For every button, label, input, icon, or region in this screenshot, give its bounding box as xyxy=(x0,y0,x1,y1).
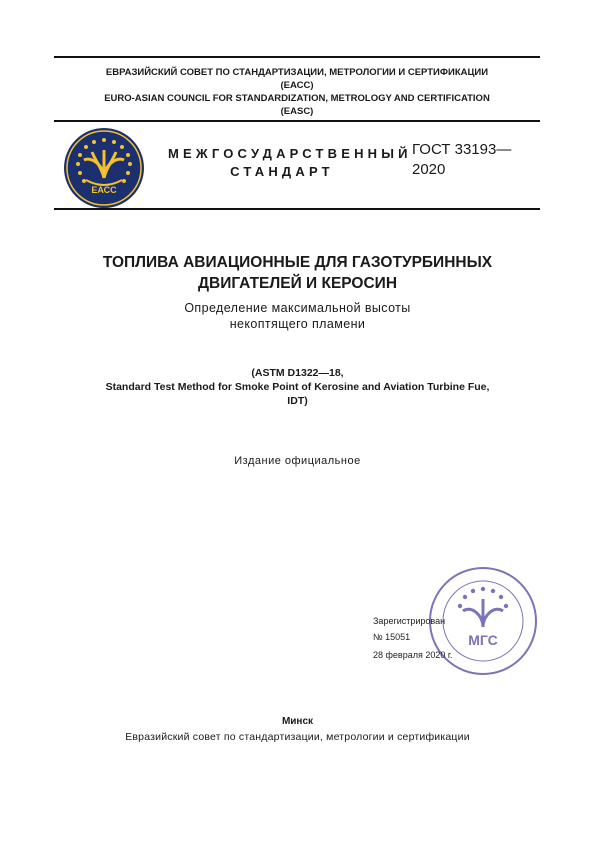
registration-number: № 15051 xyxy=(373,632,411,642)
astm-line1: (ASTM D1322—18, xyxy=(251,367,344,379)
bottom-rule xyxy=(54,208,540,210)
registration-date: 28 февраля 2020 г. xyxy=(373,650,453,660)
registration-label: Зарегистрирован xyxy=(373,616,446,626)
astm-reference xyxy=(30,366,565,408)
astm-line2: Standard Test Method for Smoke Point of Kerosine and Aviation Turbine Fue, xyxy=(105,381,490,393)
subtitle-line2: некоптящего пламени xyxy=(229,317,366,331)
publisher-name: Евразийский совет по стандартизации, метрологии и сертификации xyxy=(125,731,470,743)
publication-city: Минск xyxy=(281,716,314,727)
document-title xyxy=(30,252,565,294)
middle-rule xyxy=(54,120,540,122)
top-rule xyxy=(54,56,540,58)
standard-type xyxy=(168,145,412,181)
standard-number-line2: 2020 xyxy=(412,161,446,178)
subtitle-line1: Определение максимальной высоты xyxy=(184,301,411,315)
council-name-ru: ЕВРАЗИЙСКИЙ СОВЕТ ПО СТАНДАРТИЗАЦИИ, МЕТРОЛОГИИ И СЕРТИФИКАЦИИ xyxy=(105,67,489,78)
council-abbr-ru: (ЕАСС) xyxy=(280,80,314,91)
standard-type-line2: СТАНДАРТ xyxy=(230,164,334,179)
official-edition: Издание официальное xyxy=(234,455,361,467)
council-name-en: EURO-ASIAN COUNCIL FOR STANDARDIZATION, METROLOGY AND CERTIFICATION xyxy=(104,93,490,104)
standard-number xyxy=(412,140,511,180)
logo-text: ЕАСС xyxy=(91,185,117,195)
council-abbr-en: (EASC) xyxy=(280,106,314,117)
document-subtitle xyxy=(30,300,565,332)
easc-logo-icon xyxy=(62,126,146,210)
title-line2: ДВИГАТЕЛЕЙ И КЕРОСИН xyxy=(197,275,398,292)
stamp-text: МГС xyxy=(468,632,498,648)
astm-line3: IDT) xyxy=(287,395,308,407)
title-line1: ТОПЛИВА АВИАЦИОННЫЕ ДЛЯ ГАЗОТУРБИННЫХ xyxy=(102,254,493,271)
standard-type-line1: МЕЖГОСУДАРСТВЕННЫЙ xyxy=(168,146,412,161)
standard-number-line1: ГОСТ 33193— xyxy=(412,141,512,158)
